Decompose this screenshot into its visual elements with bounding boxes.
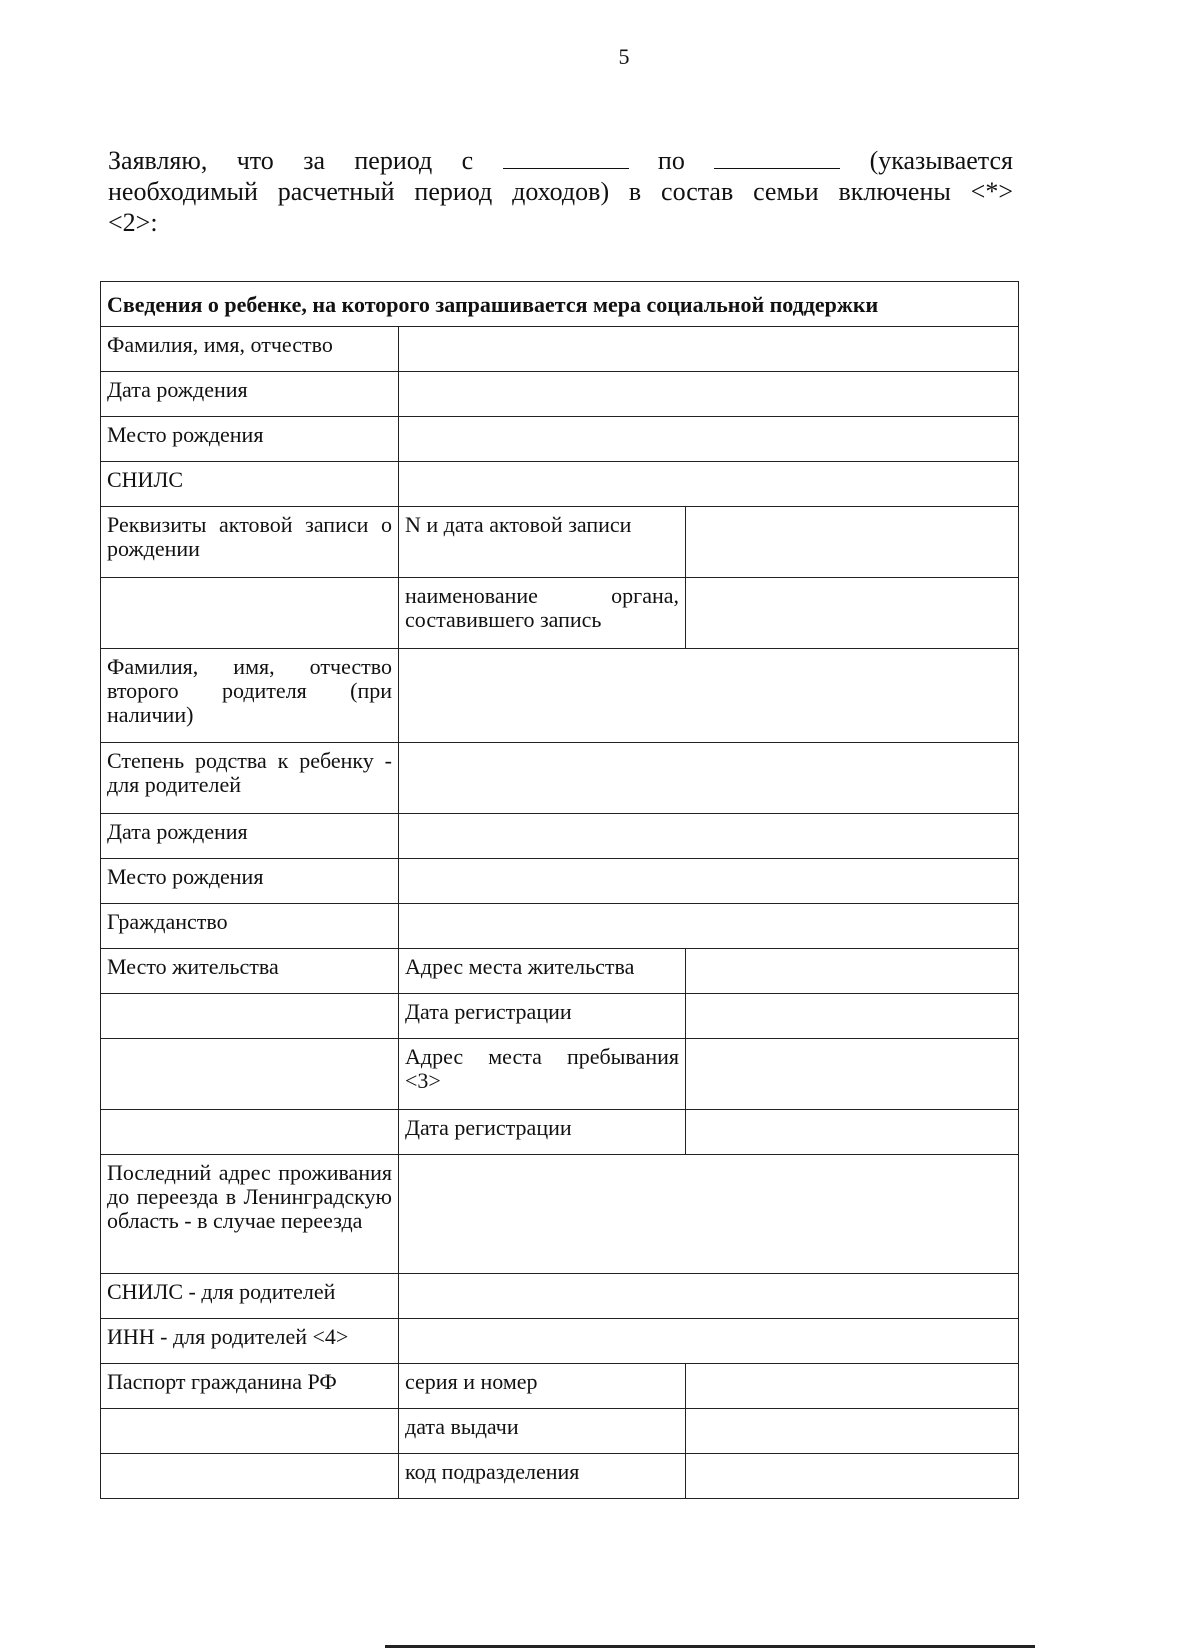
row-label: Место рождения <box>101 417 399 462</box>
value-cell[interactable] <box>399 814 1019 859</box>
period-start-blank[interactable] <box>503 146 629 169</box>
declaration-word: (указывается <box>869 146 1013 175</box>
value-cell[interactable] <box>686 949 1019 994</box>
row-sublabel: Дата регистрации <box>399 994 686 1039</box>
value-cell[interactable] <box>686 507 1019 578</box>
row-sublabel: N и дата актовой записи <box>399 507 686 578</box>
value-cell[interactable] <box>686 1039 1019 1110</box>
row-label <box>101 578 399 649</box>
row-label: СНИЛС - для родителей <box>101 1274 399 1319</box>
declaration-word: с <box>461 146 474 175</box>
value-cell[interactable] <box>399 1319 1019 1364</box>
value-cell[interactable] <box>399 327 1019 372</box>
value-cell[interactable] <box>686 1409 1019 1454</box>
row-label: ИНН - для родителей <4> <box>101 1319 399 1364</box>
value-cell[interactable] <box>399 743 1019 814</box>
row-label: Паспорт гражданина РФ <box>101 1364 399 1409</box>
declaration-word: что <box>236 146 274 175</box>
declaration-word: за <box>303 146 325 175</box>
value-cell[interactable] <box>686 578 1019 649</box>
declaration-line-2: необходимый расчетный период доходов) в состав семьи включены <*> <box>108 177 1013 206</box>
value-cell[interactable] <box>686 1364 1019 1409</box>
row-label <box>101 1110 399 1155</box>
row-label <box>101 1039 399 1110</box>
row-label <box>101 1409 399 1454</box>
row-label: Степень родства к ребенку - для родителей <box>101 743 399 814</box>
row-sublabel: серия и номер <box>399 1364 686 1409</box>
row-sublabel: дата выдачи <box>399 1409 686 1454</box>
value-cell[interactable] <box>686 1454 1019 1499</box>
row-sublabel: наименование органа, составившего запись <box>399 578 686 649</box>
declaration-word: период <box>354 146 433 175</box>
value-cell[interactable] <box>686 994 1019 1039</box>
row-label <box>101 994 399 1039</box>
row-label: Гражданство <box>101 904 399 949</box>
row-sublabel: Адрес места пребывания <3> <box>399 1039 686 1110</box>
row-label <box>101 1454 399 1499</box>
value-cell[interactable] <box>399 462 1019 507</box>
value-cell[interactable] <box>399 904 1019 949</box>
declaration-word: Заявляю, <box>108 146 208 175</box>
row-label: Место рождения <box>101 859 399 904</box>
declaration-line-1 <box>108 145 1013 176</box>
value-cell[interactable] <box>399 417 1019 462</box>
value-cell[interactable] <box>399 649 1019 743</box>
table-header: Сведения о ребенке, на которого запрашивается мера социальной поддержки <box>101 282 1019 327</box>
period-end-blank[interactable] <box>714 146 840 169</box>
row-sublabel: Адрес места жительства <box>399 949 686 994</box>
value-cell[interactable] <box>399 1274 1019 1319</box>
declaration-text <box>108 145 1013 238</box>
row-label: СНИЛС <box>101 462 399 507</box>
value-cell[interactable] <box>399 372 1019 417</box>
child-info-table <box>100 281 1019 1499</box>
row-label: Последний адрес проживания до переезда в Ленинградскую область - в случае переезда <box>101 1155 399 1274</box>
declaration-line-3: <2>: <box>108 208 158 237</box>
row-label: Место жительства <box>101 949 399 994</box>
row-sublabel: Дата регистрации <box>399 1110 686 1155</box>
row-label: Реквизиты актовой записи о рождении <box>101 507 399 578</box>
value-cell[interactable] <box>686 1110 1019 1155</box>
row-label: Дата рождения <box>101 814 399 859</box>
value-cell[interactable] <box>399 1155 1019 1274</box>
row-sublabel: код подразделения <box>399 1454 686 1499</box>
declaration-word: по <box>657 146 685 175</box>
row-label: Фамилия, имя, отчество <box>101 327 399 372</box>
row-label: Дата рождения <box>101 372 399 417</box>
value-cell[interactable] <box>399 859 1019 904</box>
row-label: Фамилия, имя, отчество второго родителя (при наличии) <box>101 649 399 743</box>
page-number: 5 <box>618 44 630 69</box>
